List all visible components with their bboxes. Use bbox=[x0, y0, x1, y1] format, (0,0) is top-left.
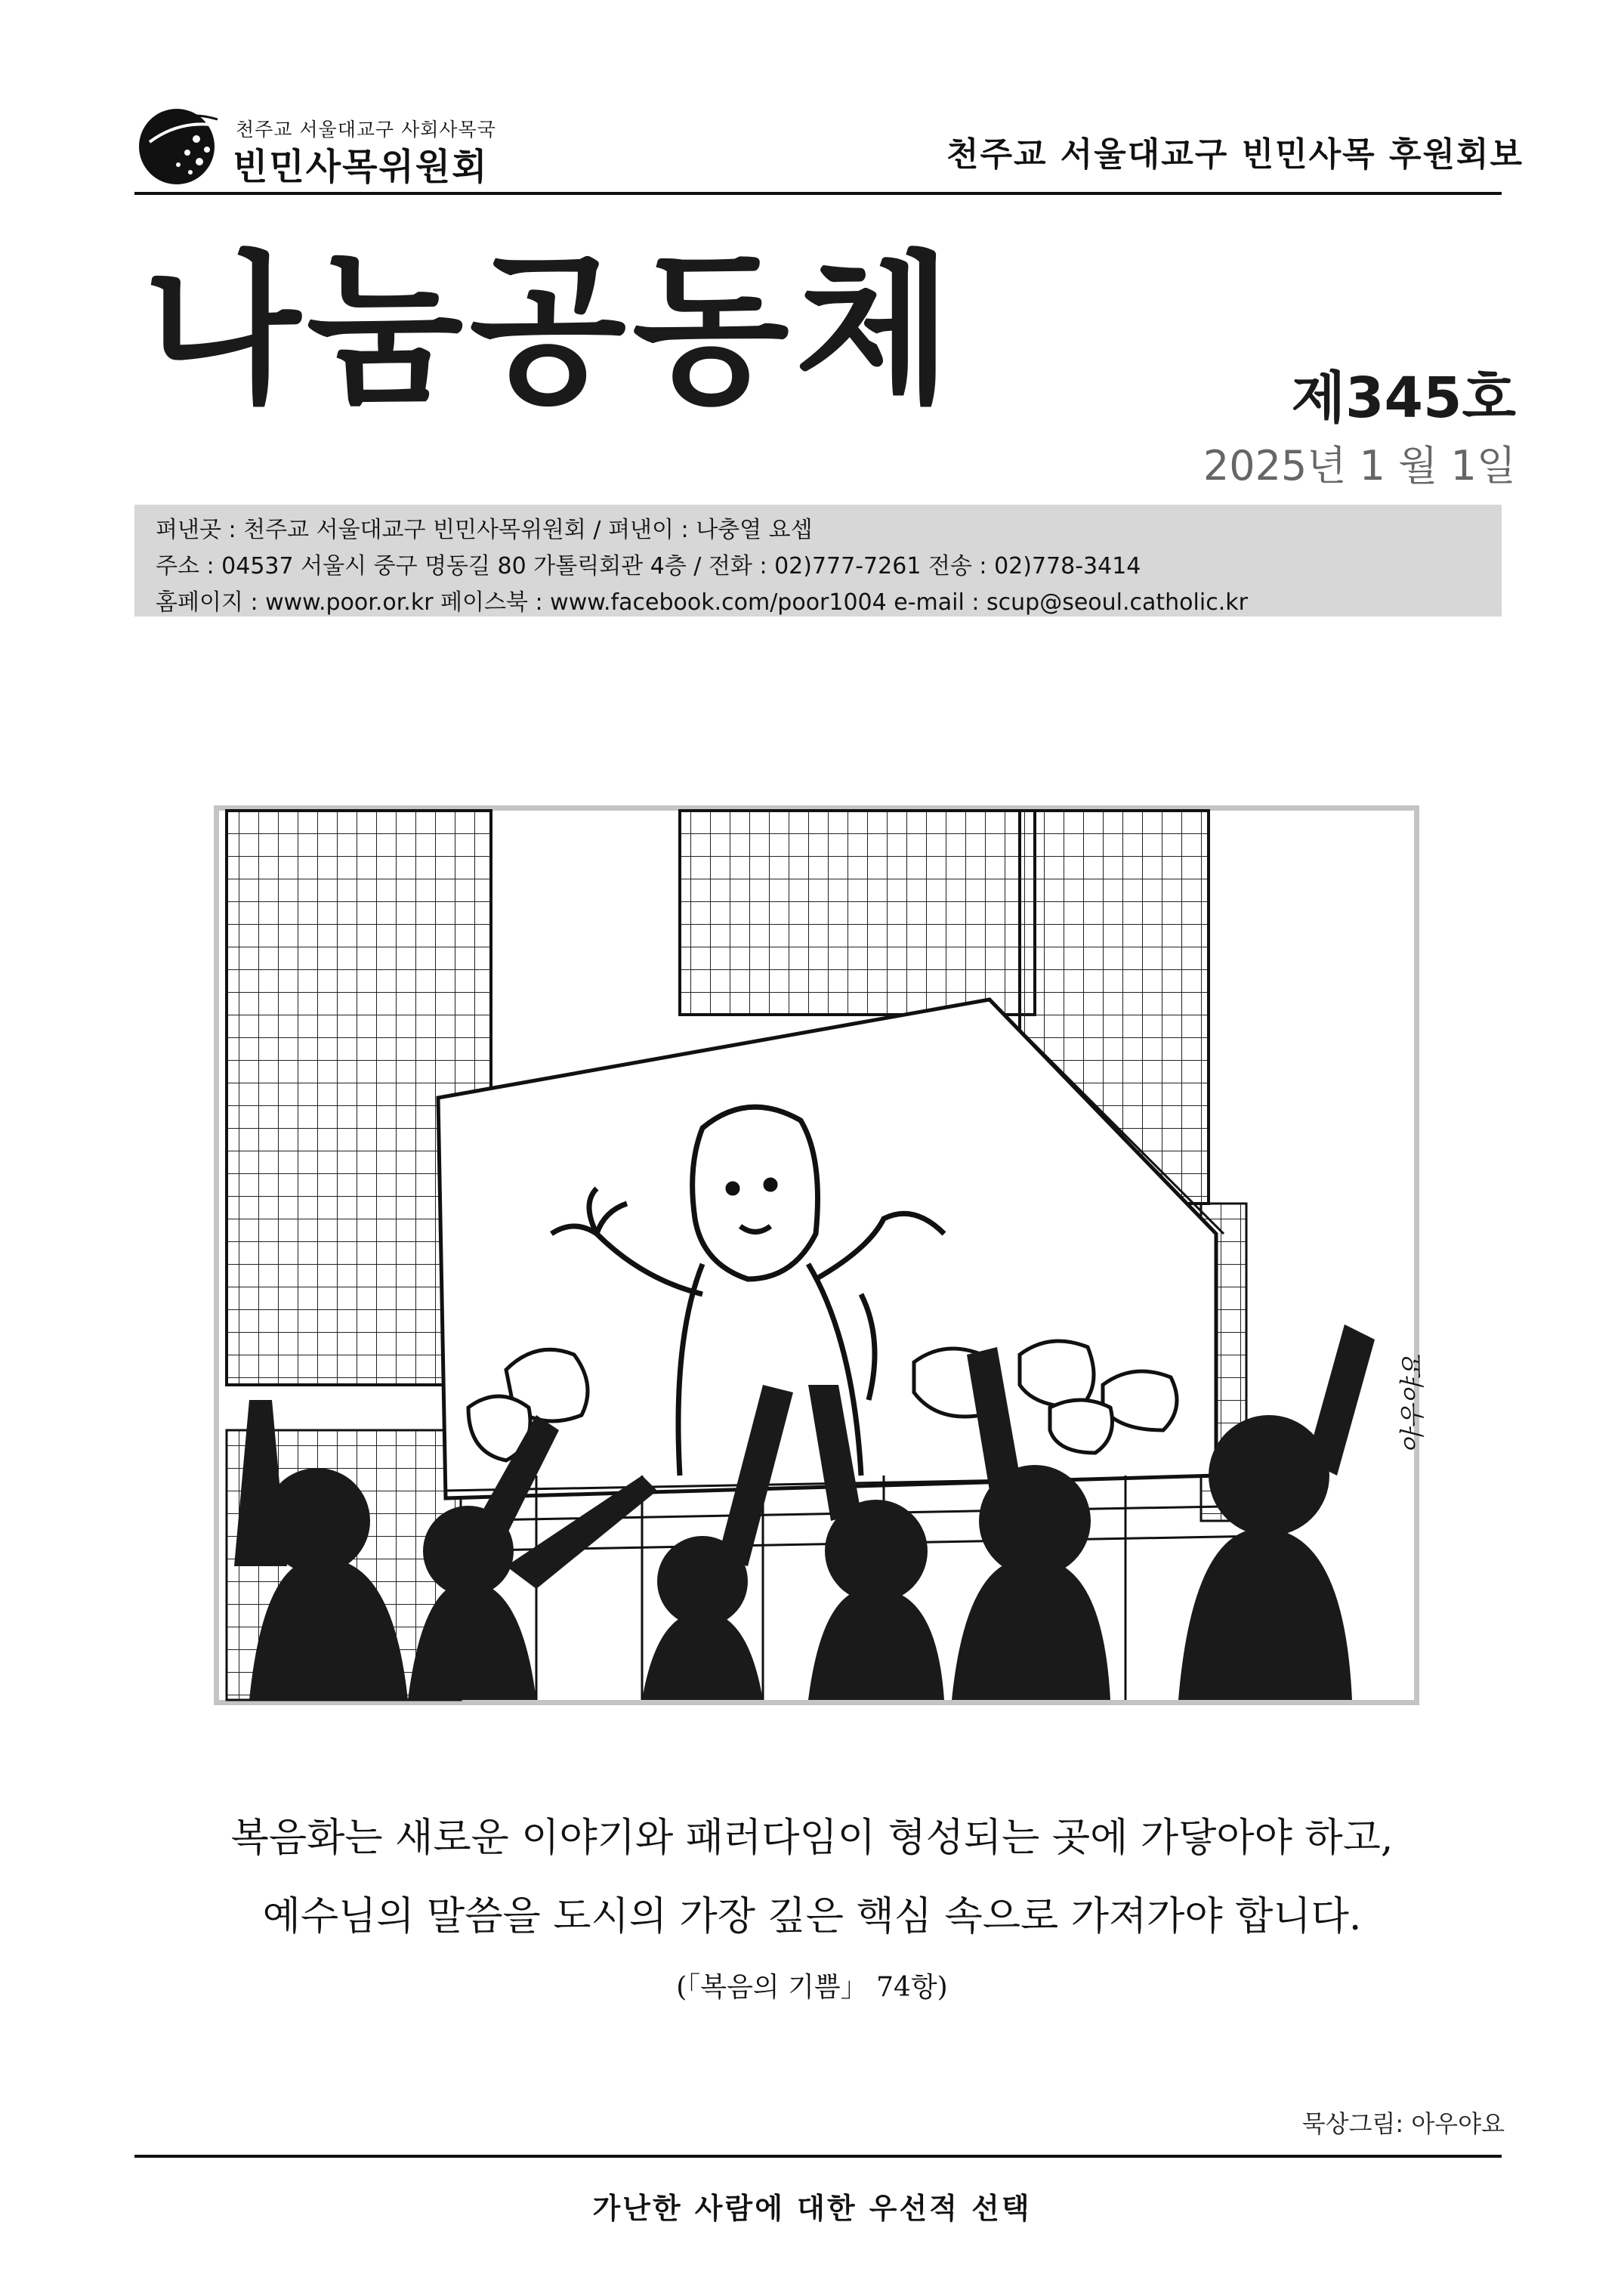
quote-source: (「복음의 기쁨」 74항) bbox=[676, 1972, 948, 2003]
header-divider bbox=[134, 192, 1502, 195]
illustration-signature: 아우야요 bbox=[1397, 1355, 1428, 1454]
issue-date: 2025년 1 월 1일 bbox=[1203, 442, 1516, 490]
footer-divider bbox=[134, 2155, 1502, 2158]
quote-line-2: 예수님의 말씀을 도시의 가장 깊은 핵심 속으로 가져가야 합니다. bbox=[262, 1894, 1362, 1939]
footer-motto: 가난한 사람에 대한 우선적 선택 bbox=[592, 2192, 1032, 2225]
publisher-line: 펴낸곳 : 천주교 서울대교구 빈민사목위원회 / 펴낸이 : 나충열 요셉 bbox=[156, 517, 813, 543]
masthead-title: 나눔공동체 bbox=[144, 236, 959, 425]
logo bbox=[134, 104, 512, 187]
web-contact-line: 홈페이지 : www.poor.or.kr 페이스북 : www.facebook.com/poor1004 e-mail : scup@seoul.catholic.kr bbox=[156, 589, 1248, 616]
logo-name: 빈민사목위원회 bbox=[233, 146, 489, 188]
cover-illustration bbox=[214, 805, 1428, 1705]
publication-name: 천주교 서울대교구 빈민사목 후원회보 bbox=[946, 135, 1524, 174]
illustration-credit: 묵상그림: 아우야요 bbox=[1301, 2109, 1505, 2138]
illustration-drawing bbox=[219, 811, 1414, 1700]
logo-subtitle: 천주교 서울대교구 사회사목국 bbox=[236, 119, 496, 141]
issue-number: 제345호 bbox=[1291, 366, 1516, 431]
address-line: 주소 : 04537 서울시 중구 명동길 80 가톨릭회관 4층 / 전화 : 02)777-7261 전송 : 02)778-3414 bbox=[156, 553, 1141, 579]
logo-mark-icon bbox=[134, 104, 228, 187]
publisher-info-box bbox=[134, 505, 1502, 617]
quote-line-1: 복음화는 새로운 이야기와 패러다임이 형성되는 곳에 가닿아야 하고, bbox=[230, 1816, 1394, 1861]
